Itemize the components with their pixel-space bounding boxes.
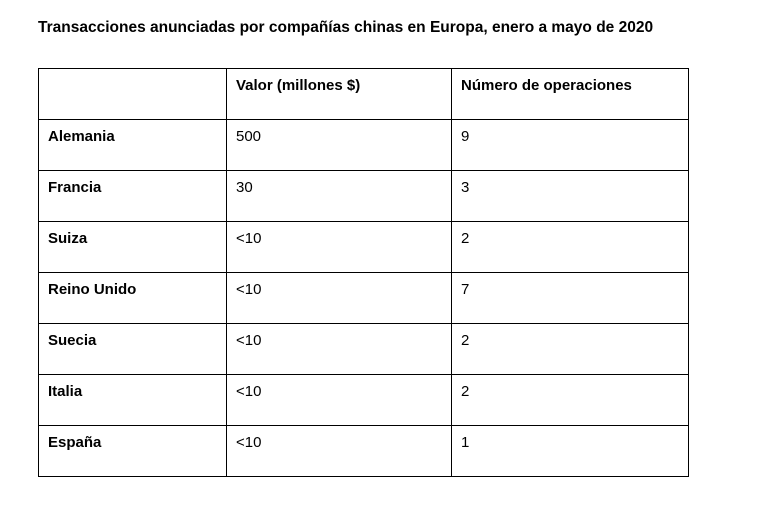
operations-cell: 2 [452,375,689,426]
country-cell: España [39,426,227,477]
operations-cell: 2 [452,222,689,273]
country-cell: Italia [39,375,227,426]
table-row [39,375,689,426]
table-row [39,426,689,477]
table-row [39,120,689,171]
value-cell: <10 [227,426,452,477]
country-cell: Suecia [39,324,227,375]
header-operations: Número de operaciones [452,69,689,120]
table-row [39,324,689,375]
country-cell: Francia [39,171,227,222]
country-cell: Suiza [39,222,227,273]
value-cell: <10 [227,273,452,324]
operations-cell: 3 [452,171,689,222]
transactions-table [38,68,689,477]
value-cell: <10 [227,375,452,426]
operations-cell: 1 [452,426,689,477]
operations-cell: 7 [452,273,689,324]
header-value: Valor (millones $) [227,69,452,120]
operations-cell: 9 [452,120,689,171]
table-row [39,222,689,273]
country-cell: Alemania [39,120,227,171]
operations-cell: 2 [452,324,689,375]
value-cell: 500 [227,120,452,171]
country-cell: Reino Unido [39,273,227,324]
table-row [39,273,689,324]
table-row [39,171,689,222]
value-cell: 30 [227,171,452,222]
value-cell: <10 [227,324,452,375]
header-country [39,69,227,120]
page-title: Transacciones anunciadas por compañías chinas en Europa, enero a mayo de 2020 [38,19,654,36]
value-cell: <10 [227,222,452,273]
table-header-row [39,69,689,120]
